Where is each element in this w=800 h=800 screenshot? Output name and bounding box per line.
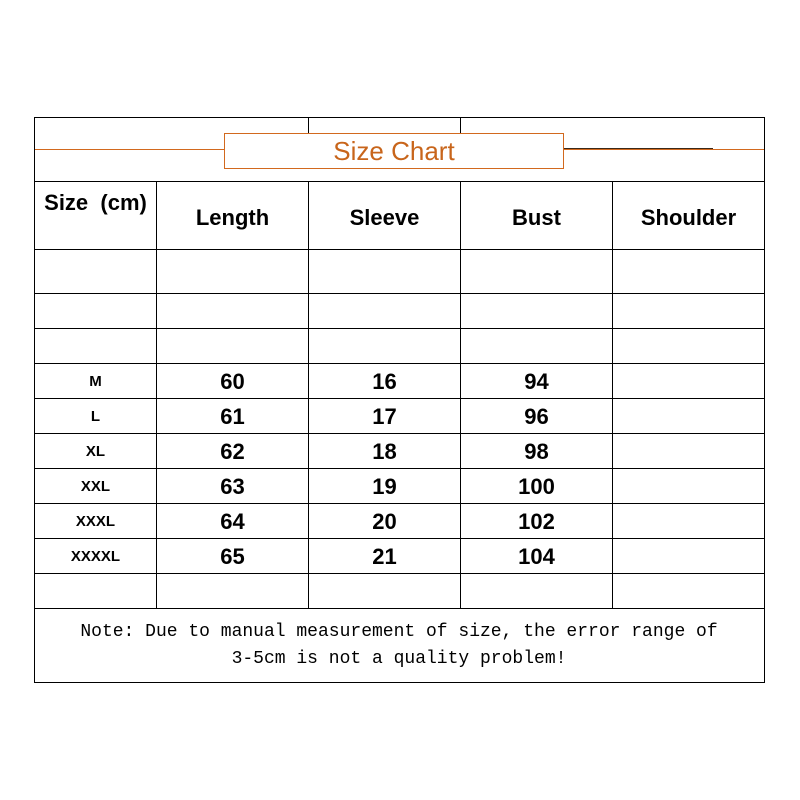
table-top-border bbox=[34, 117, 765, 118]
row-divider bbox=[34, 608, 765, 609]
cell-length: 62 bbox=[220, 439, 245, 464]
measurement-note bbox=[36, 619, 762, 673]
cell-shoulder bbox=[613, 399, 764, 435]
cell-sleeve: 17 bbox=[372, 404, 397, 429]
row-divider bbox=[34, 293, 765, 294]
title-row-divider bbox=[308, 117, 309, 133]
chart-title: Size Chart bbox=[224, 133, 564, 169]
cell-sleeve: 21 bbox=[372, 544, 397, 569]
cell-length: 63 bbox=[220, 474, 245, 499]
cell-length: 60 bbox=[220, 369, 245, 394]
cell-shoulder bbox=[613, 539, 764, 575]
cell-bust: 94 bbox=[524, 369, 549, 394]
header-size: Size (cm) bbox=[44, 190, 147, 215]
header-shoulder: Shoulder bbox=[640, 204, 737, 230]
table-right-border bbox=[764, 117, 765, 683]
cell-sleeve: 20 bbox=[372, 509, 397, 534]
cell-bust: 98 bbox=[524, 439, 549, 464]
cell-shoulder bbox=[613, 434, 764, 470]
header-length: Length bbox=[195, 204, 270, 230]
row-size-label: L bbox=[90, 407, 101, 425]
row-size-label: XXXXL bbox=[70, 547, 121, 565]
row-size-label: XL bbox=[85, 442, 106, 460]
row-divider bbox=[34, 328, 765, 329]
cell-bust: 104 bbox=[518, 544, 555, 569]
table-bottom-border bbox=[34, 682, 765, 683]
cell-length: 61 bbox=[220, 404, 245, 429]
note-line-2: 3-5cm is not a quality problem! bbox=[231, 649, 567, 669]
title-rule-right-dark bbox=[563, 148, 713, 149]
row-divider bbox=[34, 249, 765, 250]
title-rule-left bbox=[35, 149, 224, 150]
cell-sleeve: 16 bbox=[372, 369, 397, 394]
cell-shoulder bbox=[613, 364, 764, 400]
cell-sleeve: 18 bbox=[372, 439, 397, 464]
cell-bust: 102 bbox=[518, 509, 555, 534]
cell-sleeve: 19 bbox=[372, 474, 397, 499]
row-size-label: XXXL bbox=[75, 512, 116, 530]
cell-shoulder bbox=[613, 469, 764, 505]
note-line-1: Note: Due to manual measurement of size, the error range of bbox=[80, 622, 718, 642]
title-rule-right bbox=[563, 149, 764, 150]
row-size-label: M bbox=[89, 372, 102, 390]
cell-shoulder bbox=[613, 504, 764, 540]
header-sleeve: Sleeve bbox=[349, 204, 420, 230]
cell-length: 64 bbox=[220, 509, 245, 534]
title-row-divider bbox=[460, 117, 461, 133]
cell-length: 65 bbox=[220, 544, 245, 569]
row-size-label: XXL bbox=[80, 477, 111, 495]
cell-bust: 100 bbox=[518, 474, 555, 499]
header-bust: Bust bbox=[512, 204, 561, 230]
cell-bust: 96 bbox=[524, 404, 549, 429]
